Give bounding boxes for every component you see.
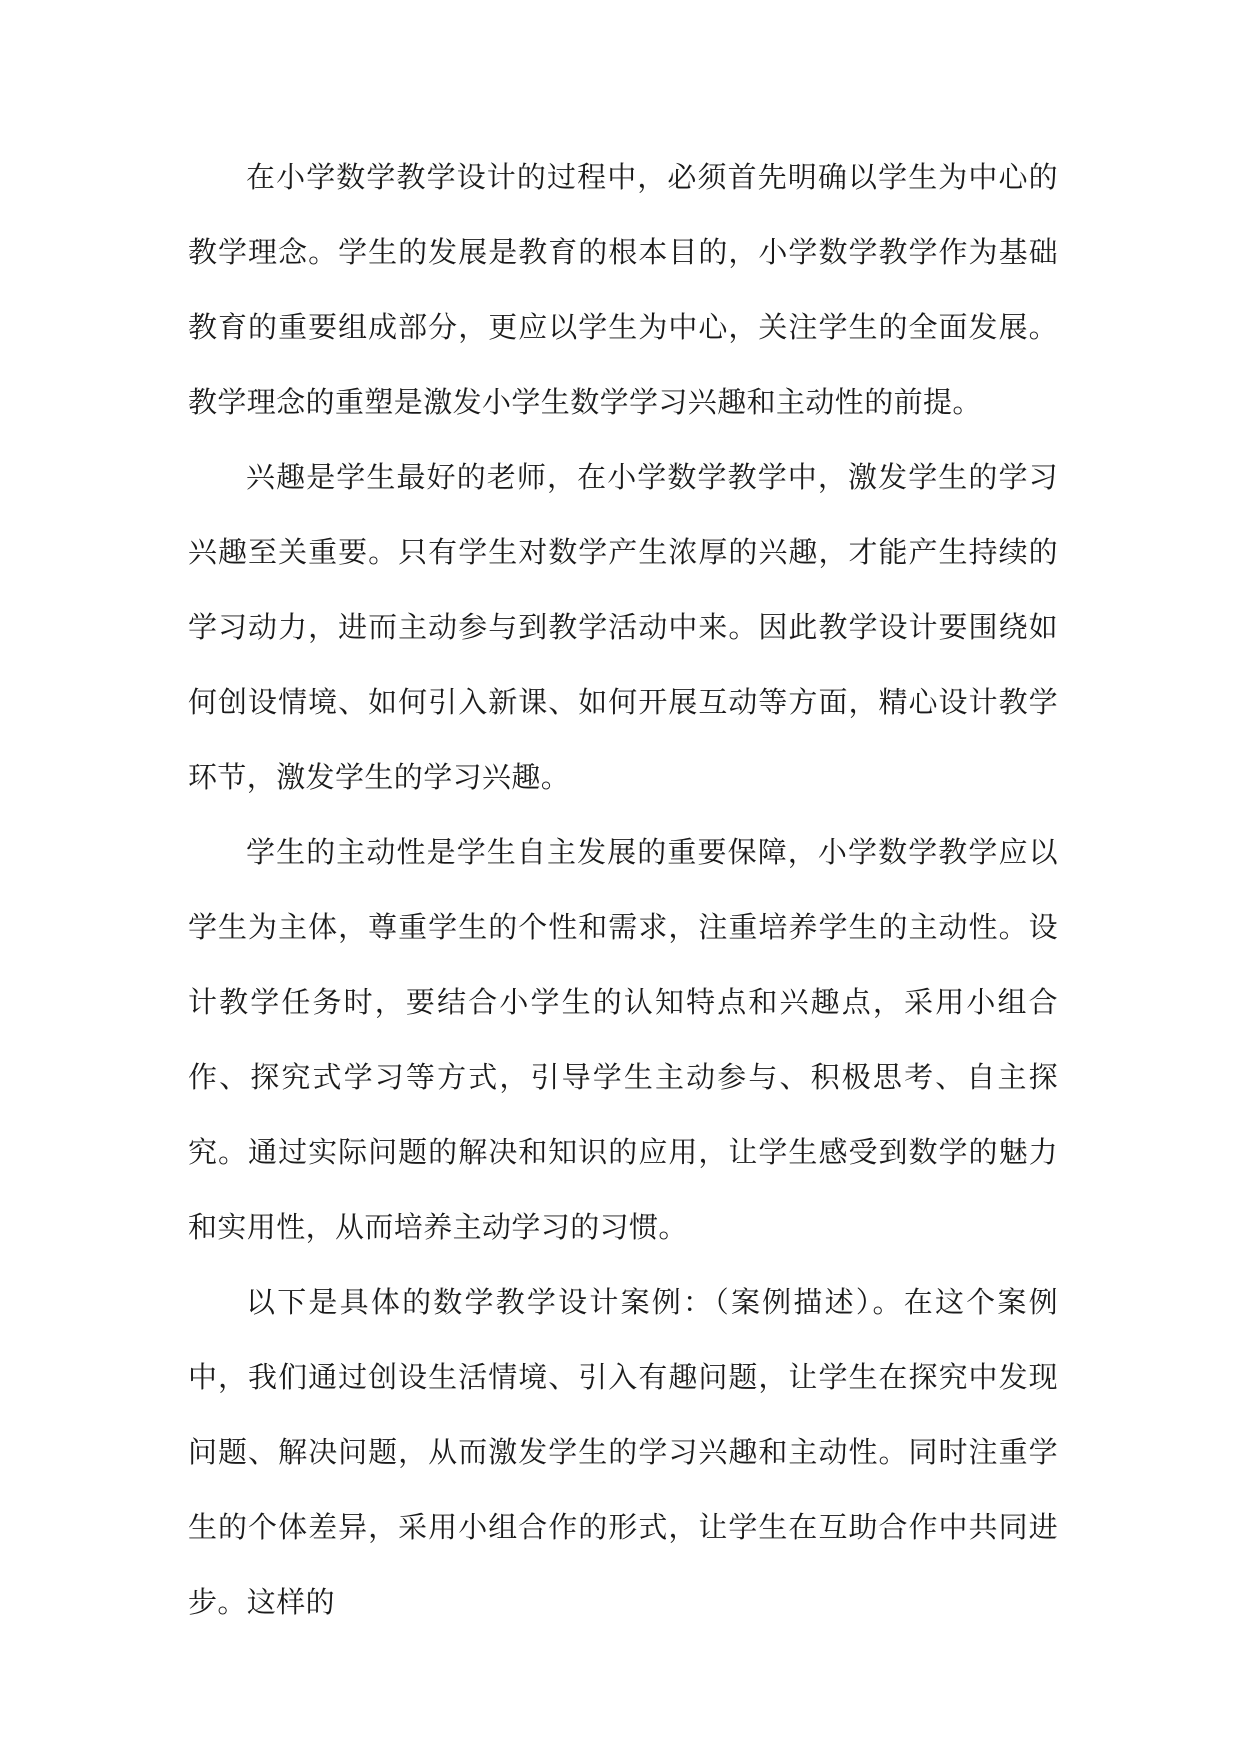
document-body <box>188 140 1058 1640</box>
paragraph-4: 以下是具体的数学教学设计案例：（案例描述）。在这个案例中，我们通过创设生活情境、引入有趣问题，让学生在探究中发现问题、解决问题，从而激发学生的学习兴趣和主动性。同时注重学生的个体差异，采用小组合作的形式，让学生在互助合作中共同进步。这样的 <box>188 1285 1058 1619</box>
paragraph-2: 兴趣是学生最好的老师，在小学数学教学中，激发学生的学习兴趣至关重要。只有学生对数学产生浓厚的兴趣，才能产生持续的学习动力，进而主动参与到教学活动中来。因此教学设计要围绕如何创设情境、如何引入新课、如何开展互动等方面，精心设计教学环节，激发学生的学习兴趣。 <box>188 460 1058 794</box>
paragraph-1: 在小学数学教学设计的过程中，必须首先明确以学生为中心的教学理念。学生的发展是教育的根本目的，小学数学教学作为基础教育的重要组成部分，更应以学生为中心，关注学生的全面发展。教学理念的重塑是激发小学生数学学习兴趣和主动性的前提。 <box>188 160 1058 419</box>
paragraph-3: 学生的主动性是学生自主发展的重要保障，小学数学教学应以学生为主体，尊重学生的个性和需求，注重培养学生的主动性。设计教学任务时，要结合小学生的认知特点和兴趣点，采用小组合作、探究式学习等方式，引导学生主动参与、积极思考、自主探究。通过实际问题的解决和知识的应用，让学生感受到数学的魅力和实用性，从而培养主动学习的习惯。 <box>188 835 1058 1244</box>
